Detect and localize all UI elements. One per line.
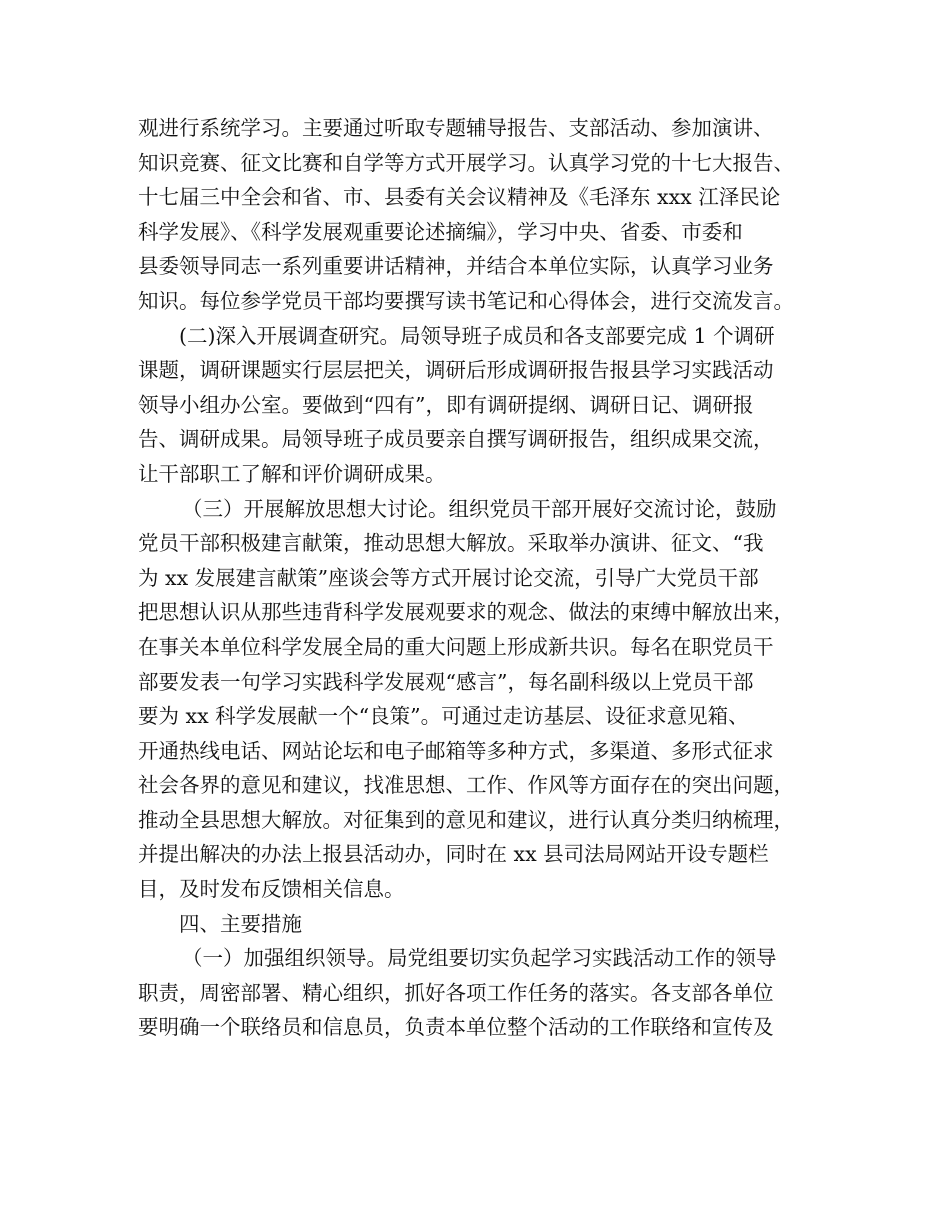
text-line: 要明确一个联络员和信息员，负责本单位整个活动的工作联络和宣传及 [138,1015,774,1040]
text-line: 知识。每位参学党员干部均要撰写读书笔记和心得体会，进行交流发言。 [138,288,794,313]
text-line: 领导小组办公室。要做到“四有”，即有调研提纲、调研日记、调研报 [138,392,754,417]
text-line: 要为 xx 科学发展献一个“良策”。可通过走访基层、设征求意见箱、 [138,704,749,729]
text-line: 部要发表一句学习实践科学发展观“感言”，每名副科级以上党员干部 [138,669,754,694]
text-line: 县委领导同志一系列重要讲话精神，并结合本单位实际，认真学习业务 [138,254,774,279]
text-line: 并提出解决的办法上报县活动办，同时在 xx 县司法局网站开设专题栏 [138,842,769,867]
text-line: 职责，周密部署、精心组织，抓好各项工作任务的落实。各支部各单位 [138,980,774,1005]
document-body [138,111,828,1045]
text-line: 课题，调研课题实行层层把关，调研后形成调研报告报县学习实践活动 [138,358,774,383]
text-line: 推动全县思想大解放。对征集到的意见和建议，进行认真分类归纳梳理， [138,807,794,832]
text-line: 知识竞赛、征文比赛和自学等方式开展学习。认真学习党的十七大报告、 [138,150,794,175]
text-line: 在事关本单位科学发展全局的重大问题上形成新共识。每名在职党员干 [138,634,774,659]
text-line: 党员干部积极建言献策，推动思想大解放。采取举办演讲、征文、“我 [138,531,764,556]
text-line: 目，及时发布反馈相关信息。 [138,877,405,902]
paragraph-start-line: （一）加强组织领导。局党组要切实负起学习实践活动工作的领导 [182,946,777,971]
text-line: 为 xx 发展建言献策”座谈会等方式开展讨论交流，引导广大党员干部 [138,565,759,590]
paragraph-start-line: (二)深入开展调查研究。局领导班子成员和各支部要完成 1 个调研 [179,323,775,348]
text-line: 科学发展》、《科学发展观重要论述摘编》，学习中央、省委、市委和 [138,219,743,244]
text-line: 告、调研成果。局领导班子成员要亲自撰写调研报告，组织成果交流， [138,427,774,452]
text-line: 社会各界的意见和建议，找准思想、工作、作风等方面存在的突出问题， [138,773,794,798]
text-line: 十七届三中全会和省、市、县委有关会议精神及《毛泽东 xxx 江泽民论 [138,185,781,210]
text-line: 把思想认识从那些违背科学发展观要求的观念、做法的束缚中解放出来， [138,600,794,625]
section-heading: 四、主要措施 [179,911,302,936]
text-line: 观进行系统学习。主要通过听取专题辅导报告、支部活动、参加演讲、 [138,116,774,140]
text-line: 让干部职工了解和评价调研成果。 [138,461,446,486]
text-line: 开通热线电话、网站论坛和电子邮箱等多种方式，多渠道、多形式征求 [138,738,774,763]
paragraph-start-line: （三）开展解放思想大讨论。组织党员干部开展好交流讨论，鼓励 [182,496,777,521]
